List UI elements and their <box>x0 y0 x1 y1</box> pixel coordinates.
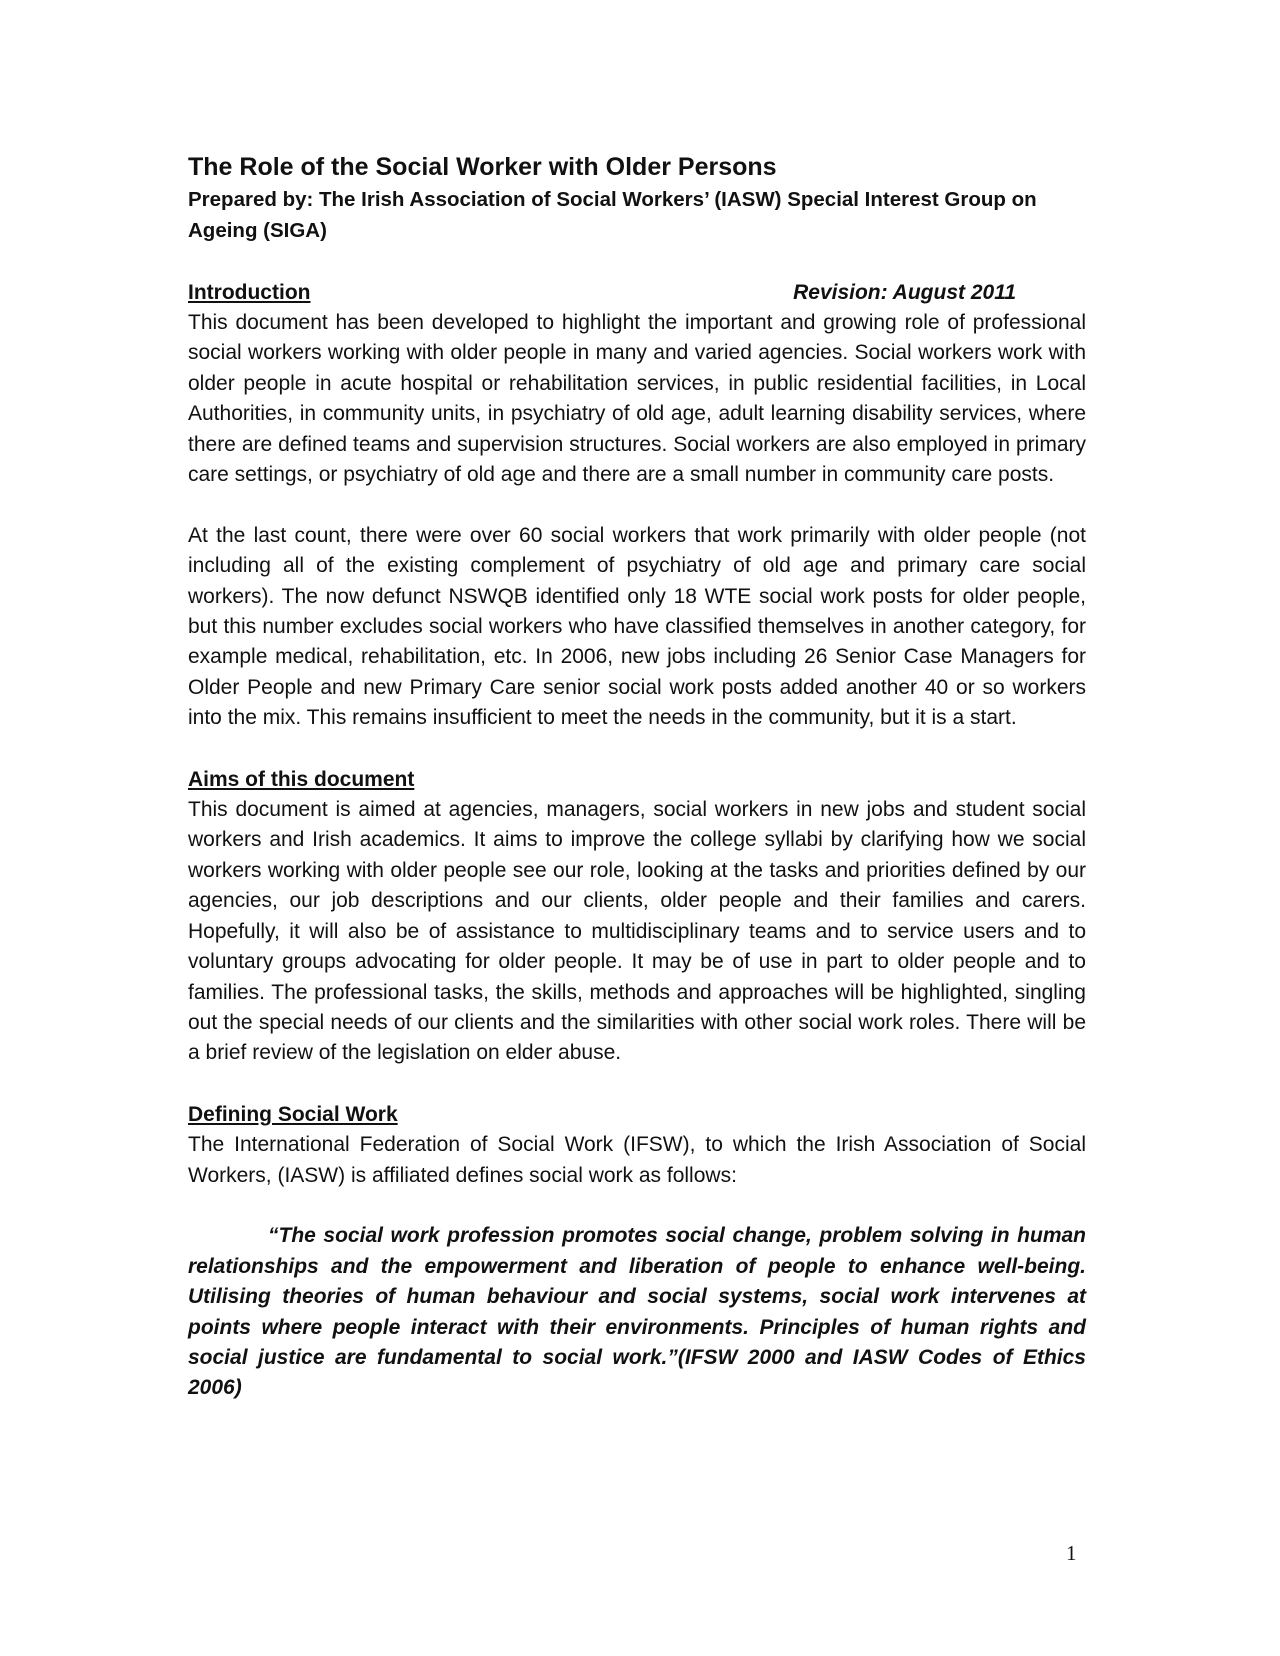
introduction-section <box>188 308 1086 734</box>
introduction-heading: Introduction <box>188 281 311 304</box>
defining-heading: Defining Social Work <box>188 1103 398 1127</box>
defining-section <box>188 1099 1086 1404</box>
defining-paragraph: The International Federation of Social Work (IFSW), to which the Irish Association of Social Workers, (IASW) is affiliated defines social work as follows: <box>188 1133 1086 1187</box>
page-number: 1 <box>1066 1541 1077 1565</box>
document-page <box>188 150 1086 1404</box>
aims-heading: Aims of this document <box>188 768 415 792</box>
introduction-header-row <box>188 277 1086 308</box>
introduction-paragraph-2: At the last count, there were over 60 social workers that work primarily with older people (not including all of the existing complement of psychiatry of old age and primary care social workers). The now defunct NSWQB identified only 18 WTE social work posts for older people, but this number excludes social workers who have classified themselves in another category, for example medical, rehabilitation, etc. In 2006, new jobs including 26 Senior Case Managers for Older People and new Primary Care senior social work posts added another 40 or so workers into the mix. This remains insufficient to meet the needs in the community, but it is a start. <box>188 523 1086 730</box>
document-title: The Role of the Social Worker with Older Persons <box>188 153 777 181</box>
aims-paragraph: This document is aimed at agencies, managers, social workers in new jobs and student social workers and Irish academics. It aims to improve the college syllabi by clarifying how we social workers working with older people see our role, looking at the tasks and priorities defined by our agencies, our job descriptions and our clients, older people and their families and carers. Hopefully, it will also be of assistance to multidisciplinary teams and to service users and to voluntary groups advocating for older people. It may be of use in part to older people and to families. The professional tasks, the skills, methods and approaches will be highlighted, singling out the special needs of our clients and the similarities with other social work roles. There will be a brief review of the legislation on elder abuse. <box>188 798 1086 1065</box>
revision-date: Revision: August 2011 <box>793 281 1016 304</box>
ifsw-definition-quote: “The social work profession promotes social change, problem solving in human relationships and the empowerment and liberation of people to enhance well-being. Utilising theories of human behaviour and social systems, social work intervenes at points where people interact with their environments. Principles of human rights and social justice are fundamental to social work.”(IFSW 2000 and IASW Codes of Ethics 2006) <box>188 1224 1086 1400</box>
prepared-by: Prepared by: The Irish Association of Social Workers’ (IASW) Special Interest Group on Ageing (SIGA) <box>188 188 1037 242</box>
introduction-paragraph-1: This document has been developed to highlight the important and growing role of professional social workers working with older people in many and varied agencies. Social workers work with older people in acute hospital or rehabilitation services, in public residential facilities, in Local Authorities, in community units, in psychiatry of old age, adult learning disability services, where there are defined teams and supervision structures. Social workers are also employed in primary care settings, or psychiatry of old age and there are a small number in community care posts. <box>188 311 1086 487</box>
aims-section <box>188 764 1086 1069</box>
